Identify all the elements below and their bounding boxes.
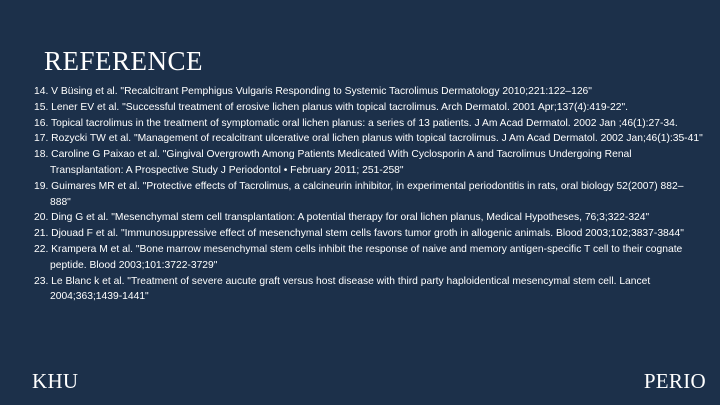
footer-logo-perio: PERIO — [643, 369, 706, 393]
reference-item: 15. Lener EV et al. "Successful treatment of erosive lichen planus with topical tacrolimus. Arch Dermatol. 2001 Apr;137(4):419-22". — [34, 101, 628, 113]
reference-list — [34, 84, 704, 305]
reference-item: 16. Topical tacrolimus in the treatment of symptomatic oral lichen planus: a series of 13 patients. J Am Acad Dermatol. 2002 Jan ;46(1):27-34. — [34, 117, 678, 129]
reference-item: 14. V Büsing et al. "Recalcitrant Pemphigus Vulgaris Responding to Systemic Tacrolimus Dermatology 2010;221:122–126" — [34, 86, 592, 97]
reference-item: 20. Ding G et al. "Mesenchymal stem cell transplantation: A potential therapy for oral lichen planus, Medical Hypotheses, 76;3;322-324" — [34, 212, 650, 224]
footer-logo-khu: KHU — [32, 369, 79, 393]
reference-item: 23. Le Blanc k et al. "Treatment of severe aucute graft versus host disease with third party haploidentical mesencymal stem cell. Lancet 2004;363;1439-1441" — [34, 275, 651, 303]
reference-item: 17. Rozycki TW et al. "Management of recalcitrant ulcerative oral lichen planus with topical tacrolimus. J Am Acad Dermatol. 2002 Jan;46(1):35-41" — [34, 133, 703, 145]
reference-item: 18. Caroline G Paixao et al. "Gingival Overgrowth Among Patients Medicated With Cyclosporin A and Tacrolimus Undergoing Renal Transplantation: A Prospective Study J Periodontol • February 2011; 251-258" — [34, 149, 632, 176]
reference-item: 19. Guimares MR et al. "Protective effects of Tacrolimus, a calcineurin inhibitor, in experimental periodontitis in rats, oral biology 52(2007) 882–888" — [34, 180, 684, 208]
reference-item: 21. Djouad F et al. "Immunosuppressive effect of mesenchymal stem cells favors tumor groth in allogenic animals. Blood 2003;102;3837-3844" — [34, 228, 684, 240]
reference-item: 22. Krampera M et al. "Bone marrow mesenchymal stem cells inhibit the response of naive and memory antigen-specific T cell to their cognate peptide. Blood 2003;101:3722-3729" — [34, 243, 683, 271]
slide-title: REFERENCE — [44, 46, 204, 76]
